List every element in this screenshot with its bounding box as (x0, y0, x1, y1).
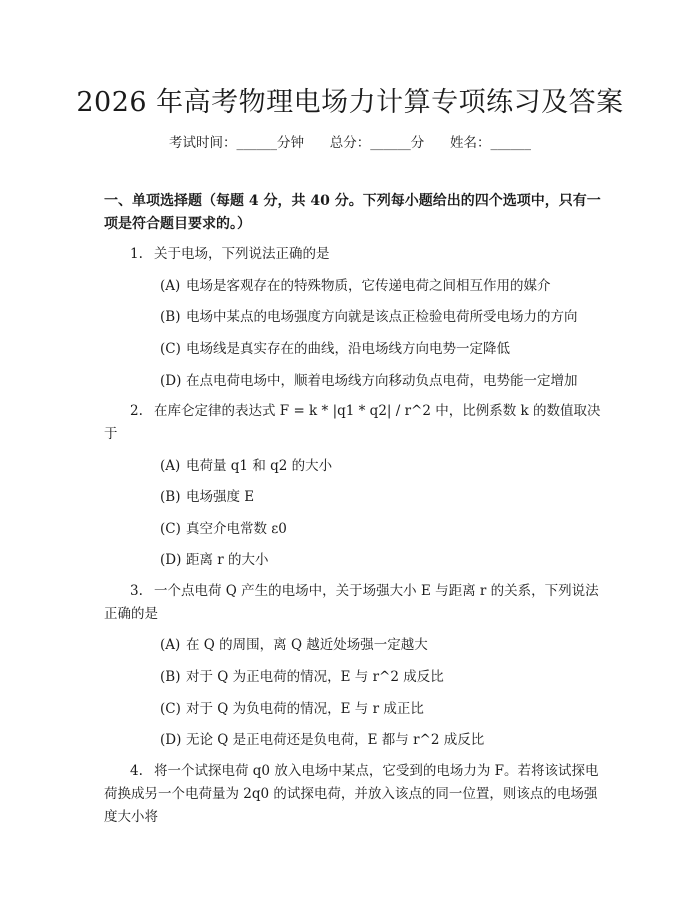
question-number: 3. (130, 583, 143, 599)
option-text: 电场强度 E (186, 489, 255, 505)
option-text: 电荷量 q1 和 q2 的大小 (186, 458, 333, 474)
question-stem: 将一个试探电荷 q0 放入电场中某点，它受到的电场力为 F。若将该试探电荷换成另一个电荷量为 2q0 的试探电荷，并放入该点的同一位置，则该点的电场强度大小将 (104, 763, 599, 825)
question-1 (104, 243, 604, 266)
option-text: 无论 Q 是正电荷还是负电荷，E 都与 r^2 成反比 (186, 732, 485, 748)
question-2-option-b (160, 487, 600, 507)
question-3-option-c (160, 699, 600, 719)
option-label: (C) (160, 521, 181, 537)
question-2 (104, 400, 604, 446)
option-label: (A) (160, 637, 181, 653)
option-label: (B) (160, 489, 181, 505)
question-1-option-c (160, 339, 600, 359)
exam-meta-line (0, 131, 700, 151)
option-text: 在 Q 的周围，离 Q 越近处场强一定越大 (186, 637, 428, 653)
option-label: (D) (160, 732, 182, 748)
question-stem: 关于电场，下列说法正确的是 (154, 246, 330, 262)
option-label: (A) (160, 458, 181, 474)
question-1-option-d (160, 371, 600, 391)
section-heading: 一、单项选择题（每题 4 分，共 40 分。下列每小题给出的四个选项中，只有一项是符合题目要求的。） (104, 193, 601, 232)
question-1-option-a (160, 276, 600, 296)
question-3-option-a (160, 635, 600, 655)
option-label: (A) (160, 278, 181, 294)
option-text: 距离 r 的大小 (186, 552, 269, 568)
question-3-option-b (160, 667, 600, 687)
option-label: (B) (160, 309, 181, 325)
question-1-option-b (160, 307, 600, 327)
question-stem: 在库仑定律的表达式 F = k * |q1 * q2| / r^2 中，比例系数 k 的数值取决于 (104, 403, 601, 442)
question-2-option-d (160, 550, 600, 570)
option-text: 对于 Q 为正电荷的情况，E 与 r^2 成反比 (186, 669, 444, 685)
question-number: 4. (130, 763, 143, 779)
option-text: 真空介电常数 ε0 (186, 521, 287, 537)
name-field: 姓名：______ (450, 135, 531, 151)
option-label: (C) (160, 701, 181, 717)
exam-time-field: 考试时间：______分钟 (169, 135, 304, 151)
question-4 (104, 760, 604, 829)
total-score-field: 总分：______分 (329, 135, 425, 151)
question-stem: 一个点电荷 Q 产生的电场中，关于场强大小 E 与距离 r 的关系，下列说法正确的是 (104, 583, 599, 622)
option-text: 在点电荷电场中，顺着电场线方向移动负点电荷，电势能一定增加 (186, 373, 578, 389)
question-number: 1. (130, 246, 143, 262)
question-2-option-c (160, 519, 600, 539)
question-3 (104, 580, 604, 626)
option-text: 电场线是真实存在的曲线，沿电场线方向电势一定降低 (186, 341, 510, 357)
question-number: 2. (130, 403, 143, 419)
option-label: (D) (160, 552, 182, 568)
question-2-option-a (160, 456, 600, 476)
option-label: (D) (160, 373, 182, 389)
option-label: (B) (160, 669, 181, 685)
option-text: 电场是客观存在的特殊物质，它传递电荷之间相互作用的媒介 (186, 278, 551, 294)
option-label: (C) (160, 341, 181, 357)
page-title: 2026 年高考物理电场力计算专项练习及答案 (76, 87, 624, 118)
question-3-option-d (160, 730, 600, 750)
option-text: 电场中某点的电场强度方向就是该点正检验电荷所受电场力的方向 (186, 309, 578, 325)
option-text: 对于 Q 为负电荷的情况，E 与 r 成正比 (186, 701, 424, 717)
